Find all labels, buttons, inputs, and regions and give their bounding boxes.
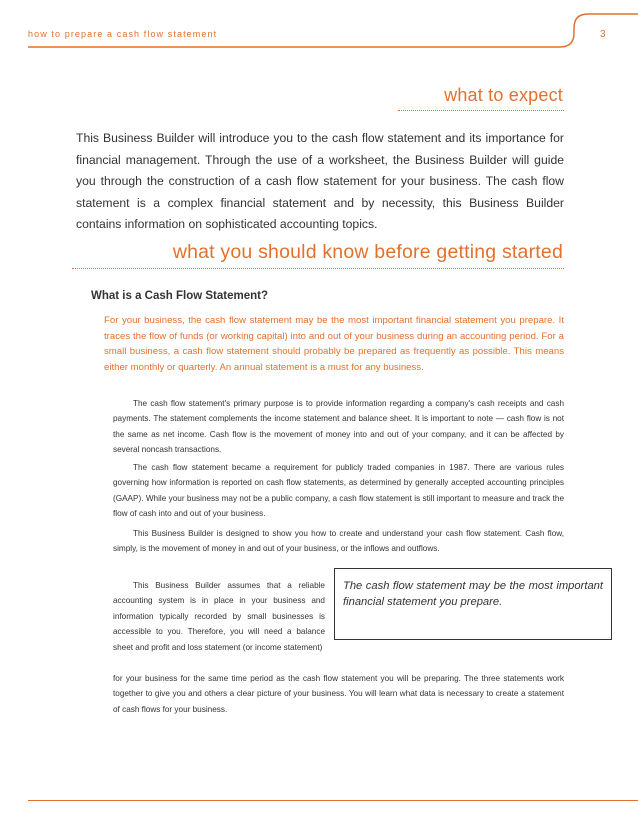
what-you-should-know-heading: what you should know before getting started	[172, 241, 563, 263]
body-paragraph	[113, 460, 564, 522]
body-paragraph: for your business for the same time period as the cash flow statement you will be preparing. The three statements work together to give you and others a clear picture of your business. You will learn what data is necessary to create a statement of cash flows for your business.	[113, 674, 564, 714]
lead-paragraph: For your business, the cash flow statement may be the most important financial statement you prepare. It traces the flow of funds (or working capital) into and out of your business during an accounting period. For a small business, a cash flow statement should probably be prepared as frequently as possible. This means either monthly or quarterly. An annual statement is a must for any business.	[104, 315, 564, 373]
subheading: What is a Cash Flow Statement?	[91, 290, 268, 302]
running-head: how to prepare a cash flow statement	[28, 29, 218, 39]
intro-paragraph: This Business Builder will introduce you to the cash flow statement and its importance for financial management. Through the use of a worksheet, the Business Builder will guide you through the construction of a cash flow statement for your business. The cash flow statement is a complex financial statement and by necessity, this Business Builder contains information on sophisticated accounting topics.	[76, 131, 564, 231]
paragraph-text: The cash flow statement became a requirement for publicly traded companies in 1987. There are various rules governing how information is reported on cash flow statements, as determined by generally accepted accounting principles (GAAP). While your business may not be a public company, a cash flow statement is still important to measure and track the flow of cash into and out of your business.	[113, 463, 564, 519]
dotted-rule	[72, 268, 564, 269]
paragraph-text: This Business Builder is designed to show you how to create and understand your cash flow statement. Cash flow, simply, is the movement of money in and out of your business, or the inflows and outflows.	[113, 529, 564, 554]
body-paragraph	[113, 396, 564, 458]
paragraph-text: This Business Builder assumes that a reliable accounting system is in place in your business and information typically recorded by small businesses is accessible to you. Therefore, you will need a balance sheet and profit and loss statement (or income statement)	[113, 581, 325, 652]
what-to-expect-heading: what to expect	[444, 85, 563, 105]
dotted-rule	[398, 110, 564, 111]
pull-quote-text: The cash flow statement may be the most important financial statement you prepare.	[343, 580, 603, 608]
paragraph-text: The cash flow statement's primary purpose is to provide information regarding a company's cash receipts and cash payments. The statement complements the income statement and balance sheet. It is important to note — cash flow is not the same as net income. Cash flow is the movement of money into and out of your company, and it can be affected by several noncash transactions.	[113, 399, 564, 455]
body-paragraph	[113, 526, 564, 557]
footer-rule	[28, 800, 638, 801]
page-number: 3	[600, 29, 606, 40]
body-paragraph	[113, 578, 325, 655]
